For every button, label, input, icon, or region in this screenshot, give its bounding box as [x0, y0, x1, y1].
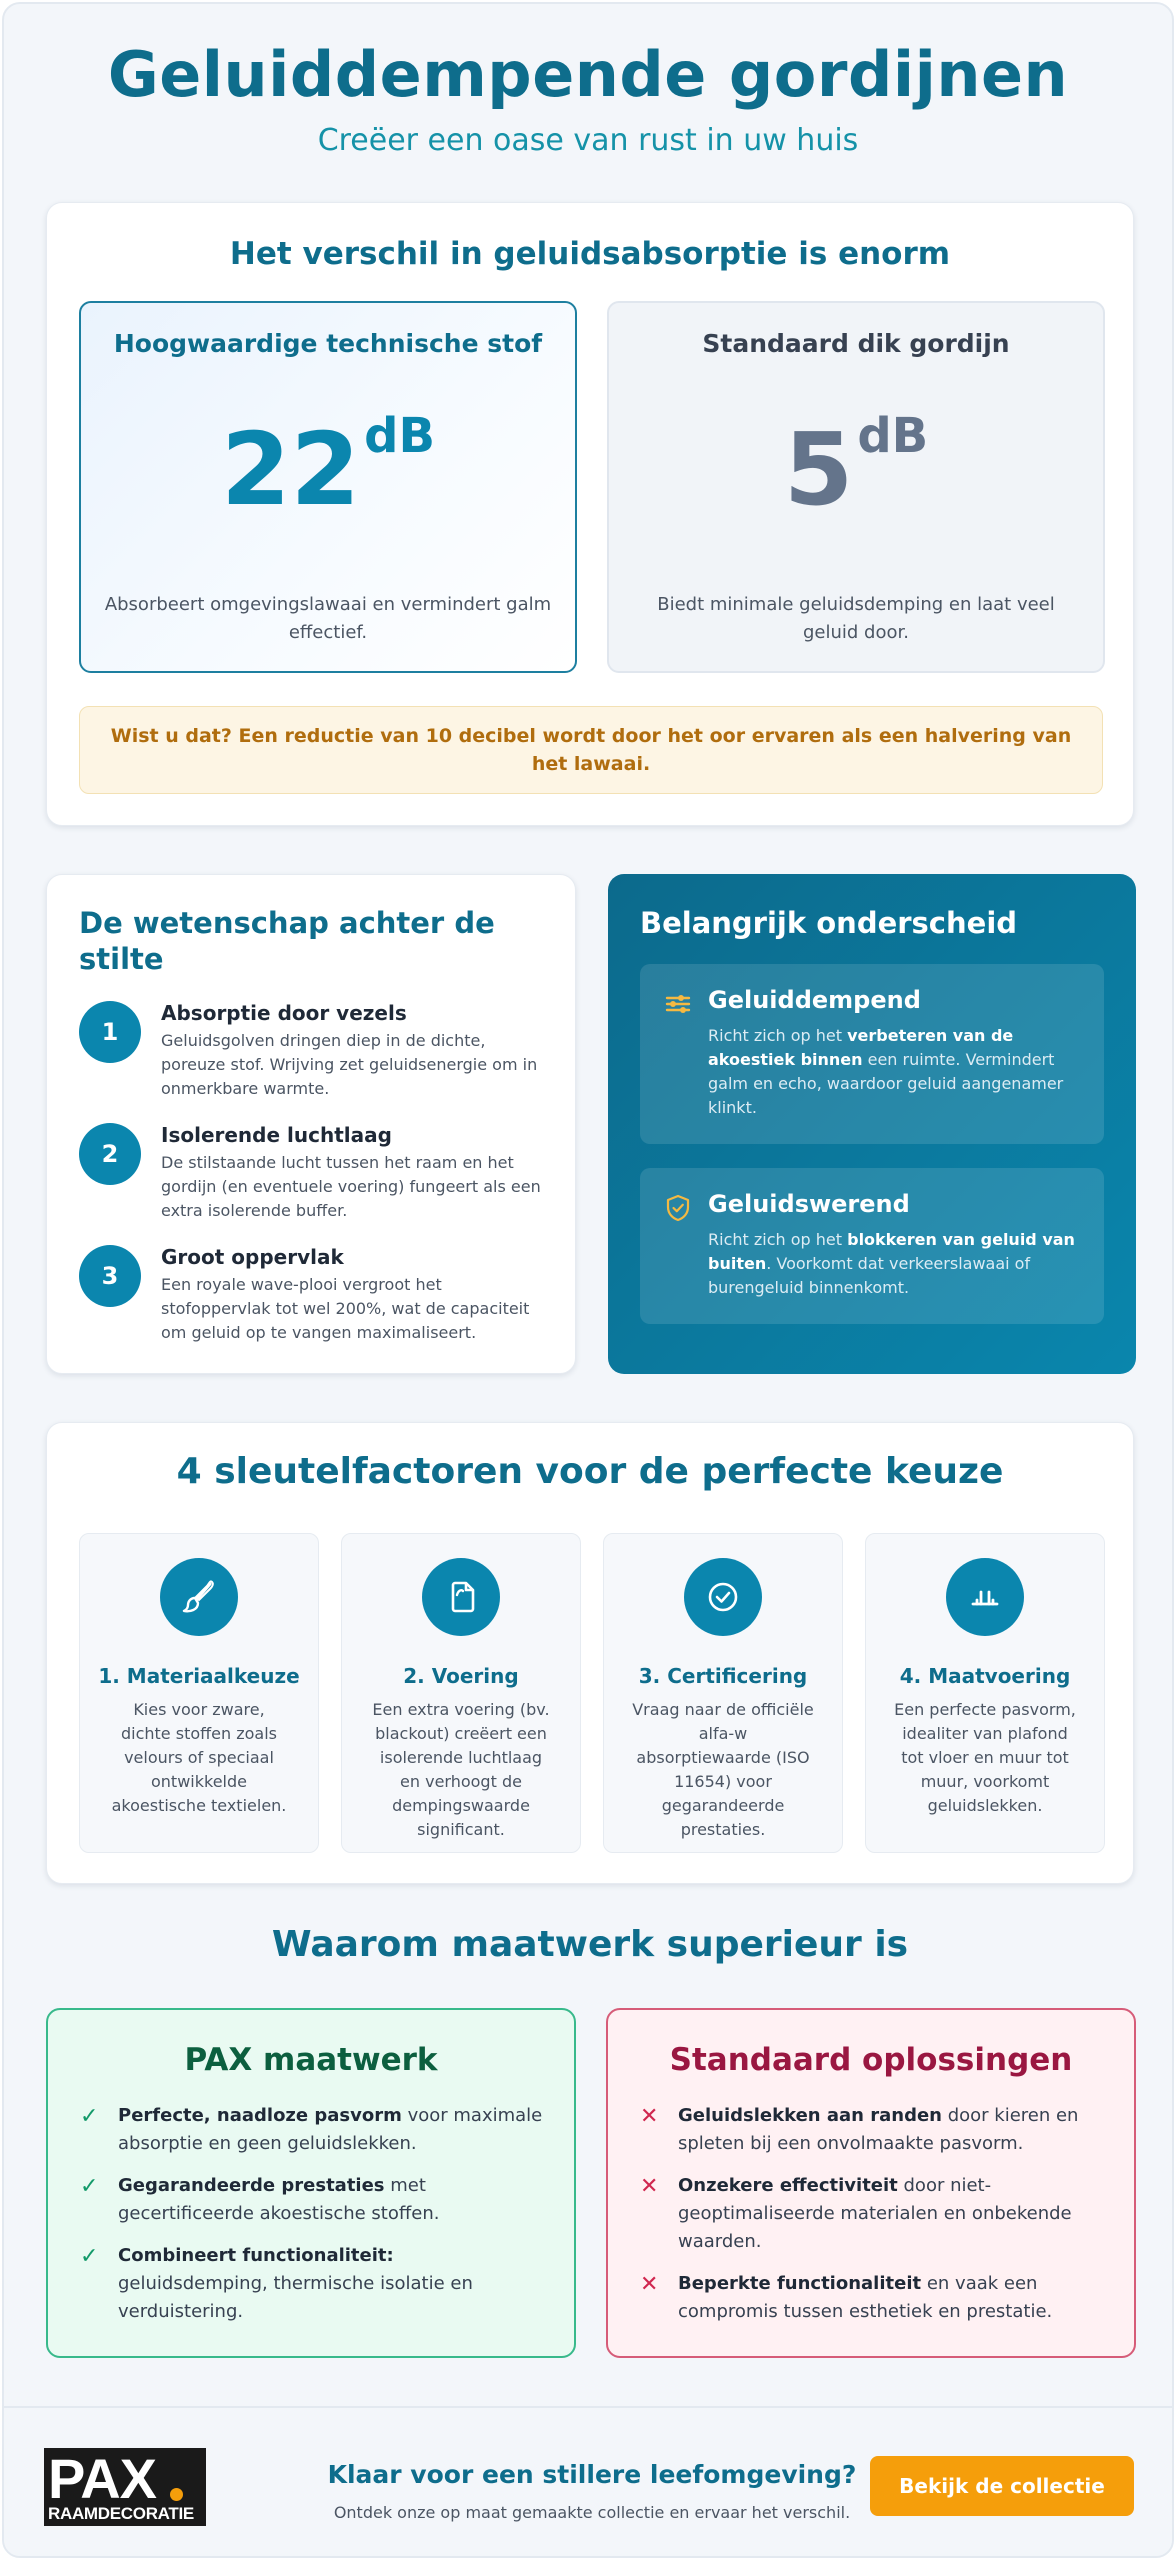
- list-item: [80, 2172, 546, 2228]
- science-step: [79, 1001, 549, 1101]
- list-item: [640, 2102, 1106, 2158]
- dampening-text: Richt zich op het verbeteren van de akoestiek binnen een ruimte. Vermindert galm en echo, waardoor geluid aangenamer klinkt.: [708, 1026, 1064, 1117]
- item-text: Combineert functionaliteit: geluidsdemping, thermische isolatie en verduistering.: [118, 2245, 473, 2322]
- step-number: 2: [79, 1123, 141, 1185]
- shield-check-icon: [664, 1194, 692, 1222]
- list-item: [640, 2270, 1106, 2326]
- factor-title: 2. Voering: [403, 1664, 519, 1688]
- why-custom-title: Waarom maatwerk superieur is: [271, 1924, 909, 1965]
- check-icon: ✓: [80, 2244, 99, 2269]
- factor-card: [865, 1533, 1105, 1853]
- standard-number: 5: [783, 411, 854, 528]
- logo-dot: [170, 2488, 183, 2501]
- blocking-title: Geluidswerend: [708, 1190, 910, 1218]
- cross-icon: ✕: [640, 2174, 659, 2199]
- step-title: Isolerende luchtlaag: [161, 1123, 392, 1147]
- logo-sub: RAAMDECORATIE: [48, 2504, 194, 2523]
- item-text: Gegarandeerde prestaties met gecertificeerde akoestische stoffen.: [118, 2175, 440, 2224]
- step-title: Groot oppervlak: [161, 1245, 344, 1269]
- difference-card: [608, 874, 1136, 1374]
- premium-title: Hoogwaardige technische stof: [113, 329, 543, 358]
- check-circle-icon: [684, 1558, 762, 1636]
- did-you-know-tip: Wist u dat? Een reductie van 10 decibel wordt door het oor ervaren als een halvering van het lawaai.: [79, 706, 1103, 794]
- factor-text: Een extra voering (bv. blackout) creëert een isolerende luchtlaag en verhoogt de dempingswaarde significant.: [372, 1700, 550, 1839]
- page-title: Geluiddempende gordijnen: [107, 38, 1069, 111]
- factor-text: Een perfecte pasvorm, idealiter van plafond tot vloer en muur tot muur, voorkomt geluidslekken.: [894, 1700, 1076, 1815]
- bad-title: Standaard oplossingen: [669, 2042, 1073, 2078]
- footer: [4, 2406, 1174, 2558]
- standard-description: Biedt minimale geluidsdemping en laat veel geluid door.: [657, 594, 1055, 643]
- step-text: De stilstaande lucht tussen het raam en het gordijn (en eventuele voering) fungeert als een extra isolerende buffer.: [161, 1153, 541, 1220]
- premium-unit: dB: [364, 408, 436, 464]
- factor-card: [603, 1533, 843, 1853]
- factors-title: 4 sleutelfactoren voor de perfecte keuze: [176, 1451, 1004, 1492]
- blocking-box: [640, 1168, 1104, 1324]
- difference-title: Belangrijk onderscheid: [640, 906, 1018, 940]
- pax-logo[interactable]: [44, 2448, 206, 2526]
- page-subtitle: Creëer een oase van rust in uw huis: [317, 123, 859, 158]
- logo-main: PAX: [48, 2447, 156, 2510]
- cta-text: [322, 2460, 862, 2522]
- list-item: [80, 2242, 546, 2326]
- step-text: Geluidsgolven dringen diep in de dichte, poreuze stof. Wrijving zet geluidsenergie om in onmerkbare warmte.: [161, 1031, 538, 1098]
- item-text: Geluidslekken aan randen door kieren en spleten bij een onvolmaakte pasvorm.: [678, 2105, 1079, 2154]
- ruler-icon: [946, 1558, 1024, 1636]
- item-text: Beperkte functionaliteit en vaak een compromis tussen esthetiek en prestatie.: [678, 2273, 1053, 2322]
- cross-icon: ✕: [640, 2272, 659, 2297]
- item-text: Onzekere effectiviteit door niet-geoptimaliseerde materialen en onbekende waarden.: [678, 2175, 1072, 2252]
- cross-icon: ✕: [640, 2104, 659, 2129]
- comparison-title: Het verschil in geluidsabsorptie is enorm: [229, 236, 951, 272]
- factor-text: Vraag naar de officiële alfa-w absorptiewaarde (ISO 11654) voor gegarandeerde prestaties.: [632, 1700, 814, 1839]
- standard-unit: dB: [857, 408, 929, 464]
- standard-solutions-column: [606, 2008, 1136, 2358]
- factor-title: 1. Materiaalkeuze: [98, 1664, 300, 1688]
- factor-title: 4. Maatvoering: [899, 1664, 1071, 1688]
- item-text: Perfecte, naadloze pasvorm voor maximale absorptie en geen geluidslekken.: [118, 2105, 543, 2154]
- step-title: Absorptie door vezels: [161, 1001, 407, 1025]
- step-number: 3: [79, 1245, 141, 1307]
- document-icon: [422, 1558, 500, 1636]
- blocking-text: Richt zich op het blokkeren van geluid van buiten. Voorkomt dat verkeerslawaai of burengeluid binnenkomt.: [708, 1230, 1075, 1297]
- brush-icon: [160, 1558, 238, 1636]
- factor-text: Kies voor zware, dichte stoffen zoals velours of speciaal ontwikkelde akoestische textielen.: [111, 1700, 287, 1815]
- science-step: [79, 1245, 549, 1345]
- cta-subtext: Ontdek onze op maat gemaakte collectie en ervaar het verschil.: [333, 2503, 851, 2522]
- page: [2, 2, 1174, 2558]
- factor-card: [79, 1533, 319, 1853]
- premium-number: 22: [220, 411, 361, 528]
- step-number: 1: [79, 1001, 141, 1063]
- view-collection-button[interactable]: Bekijk de collectie: [870, 2456, 1134, 2516]
- pax-custom-column: [46, 2008, 576, 2358]
- cta-title: Klaar voor een stillere leefomgeving?: [327, 2460, 857, 2489]
- premium-fabric-box: [79, 301, 577, 673]
- check-icon: ✓: [80, 2104, 99, 2129]
- hero: [4, 4, 1172, 158]
- science-step: [79, 1123, 549, 1223]
- good-title: PAX maatwerk: [184, 2042, 438, 2078]
- dampening-box: [640, 964, 1104, 1144]
- key-factors-card: [46, 1422, 1134, 1884]
- standard-title: Standaard dik gordijn: [702, 329, 1010, 358]
- dampening-title: Geluiddempend: [708, 986, 921, 1014]
- list-item: [640, 2172, 1106, 2256]
- sliders-icon: [664, 990, 692, 1018]
- premium-value: [81, 410, 575, 530]
- list-item: [80, 2102, 546, 2158]
- check-icon: ✓: [80, 2174, 99, 2199]
- absorption-comparison-card: [46, 202, 1134, 826]
- science-card: [46, 874, 576, 1374]
- factor-card: [341, 1533, 581, 1853]
- science-title: De wetenschap achter de stilte: [79, 906, 495, 976]
- premium-description: Absorbeert omgevingslawaai en vermindert galm effectief.: [104, 594, 552, 643]
- standard-value: [609, 410, 1103, 530]
- standard-curtain-box: [607, 301, 1105, 673]
- step-text: Een royale wave-plooi vergroot het stofoppervlak tot wel 200%, wat de capaciteit om geluid op te vangen maximaliseert.: [161, 1275, 530, 1342]
- factor-title: 3. Certificering: [638, 1664, 808, 1688]
